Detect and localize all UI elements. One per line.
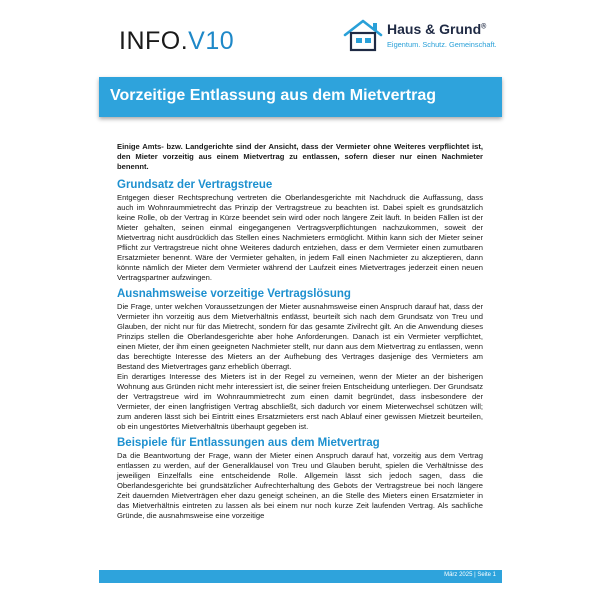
brand-name: Haus & Grund® (387, 21, 487, 37)
section-heading: Grundsatz der Vertragstreue (117, 179, 273, 191)
document-body (117, 142, 483, 521)
page-title: Vorzeitige Entlassung aus dem Mietvertrag (110, 87, 437, 104)
paragraph: Die Frage, unter welchen Voraussetzungen der Mieter ausnahmsweise einen Anspruch darauf hat, dass der Vermieter ihn vorzeitig aus dem Mietverhältnis entlässt, beurteilt sich nach dem Grundsatz von Treu und Glauben, der nicht nur für das Mietrecht, sondern für das gesamte Zivilrecht gilt. An die Anwendung dieses Prinzips stellen die Oberlandesgerichte aber hohe Anforderungen. Danach ist ein Vermieter verpflichtet, einen Mieter, der ihm einen geeigneten Nachmieter stellt, nur dann aus dem Mietvertrag zu entlassen, wenn das berechtigte Interesse des Mieters an der Aufhebung des Vertrages dasjenige des Vermieters am Bestand des Mietvertrages ganz erheblich überragt. (117, 302, 483, 371)
paragraph: Da die Beantwortung der Frage, wann der Mieter einen Anspruch darauf hat, vorzeitig aus dem Vertrag entlassen zu werden, auf der Generalklausel von Treu und Glauben beruht, spielen die Verhältnisse des jeweiligen Einzelfalls eine entscheidende Rolle. Allgemein lässt sich jedoch sagen, dass die Oberlandesgerichte bei grundsätzlicher Aufrechterhaltung des Gebots der Vertragstreue bei noch längere Zeit dauernden Mietverträgen eher dazu geneigt scheinen, an die Stelle des Mieters einen Ersatzmieter in das Mietverhältnis eintreten zu lassen als bei einem nur noch kurze Zeit laufenden Vertrag. Als sachliche Gründe, die ausnahmsweise eine vorzeitige (117, 451, 483, 520)
title-banner (99, 77, 502, 117)
section-heading: Ausnahmsweise vorzeitige Vertragslösung (117, 288, 351, 300)
paragraph: Ein derartiges Interesse des Mieters ist in der Regel zu verneinen, wenn der Mieter an der bisherigen Wohnung aus Gründen nicht mehr interessiert ist, die seiner freien Entscheidung unterliegen. Der Grundsatz der Vertragstreue wird im Wohnraummietrecht zum einen damit begründet, dass insbesondere der Vermieter, der einen langfristigen Vertrag abschließt, sich dadurch vor einem Mieterwechsel schützen will; zum anderen lässt sich bei Eintritt eines Ersatzmieters erst nach Ablauf einer gewissen Mietzeit beurteilen, ob ein ungestörtes Mietverhältnis überhaupt gegeben ist. (117, 372, 483, 431)
doc-id-prefix: INFO. (119, 27, 189, 55)
brand-tagline: Eigentum. Schutz. Gemeinschaft. (387, 40, 497, 49)
paragraph: Entgegen dieser Rechtsprechung vertreten die Oberlandesgerichte mit Nachdruck die Auffassung, dass auch im Wohnraummietrecht das Prinzip der Vertragstreue zu beachten ist. Dabei spielt es grundsätzlich keine Rolle, ob der Vertrag in Kürze beendet sein wird oder noch längere Zeit läuft. In beiden Fällen ist der Mieter gehalten, seinen einmal eingegangenen Vertragsverpflichtungen nachzukommen, soweit der Mietvertrag nicht ausdrücklich das Stellen eines Nachmieters ermöglicht. Mithin kann sich der Mieter seiner Pflicht zur Vertragstreue nicht ohne Weiteres dadurch entziehen, dass er dem Vermieter einen zumutbaren Ersatzmieter benennt. Wäre der Vermieter gehalten, in jedem Fall einen Nachmieter zu akzeptieren, dann könnte nämlich der Mieter dem Vermieter während der Laufzeit eines Mietvertrages jederzeit einen neuen Vertragspartner aufzwingen. (117, 193, 483, 282)
house-icon (341, 18, 385, 52)
section-heading: Beispiele für Entlassungen aus dem Mietvertrag (117, 437, 380, 449)
lead-paragraph: Einige Amts- bzw. Landgerichte sind der Ansicht, dass der Vermieter ohne Weiteres verpflichtet ist, den Mieter vorzeitig aus einem Mietvertrag zu entlassen, sofern dieser nur einen Nachmieter benennt. (117, 142, 483, 171)
document-id (119, 27, 234, 56)
page-info: März 2025 | Seite 1 (444, 572, 496, 578)
doc-id-version: V10 (188, 27, 235, 55)
brand-logo (341, 18, 497, 58)
footer-bar (99, 570, 502, 583)
registered-mark: ® (481, 23, 487, 31)
